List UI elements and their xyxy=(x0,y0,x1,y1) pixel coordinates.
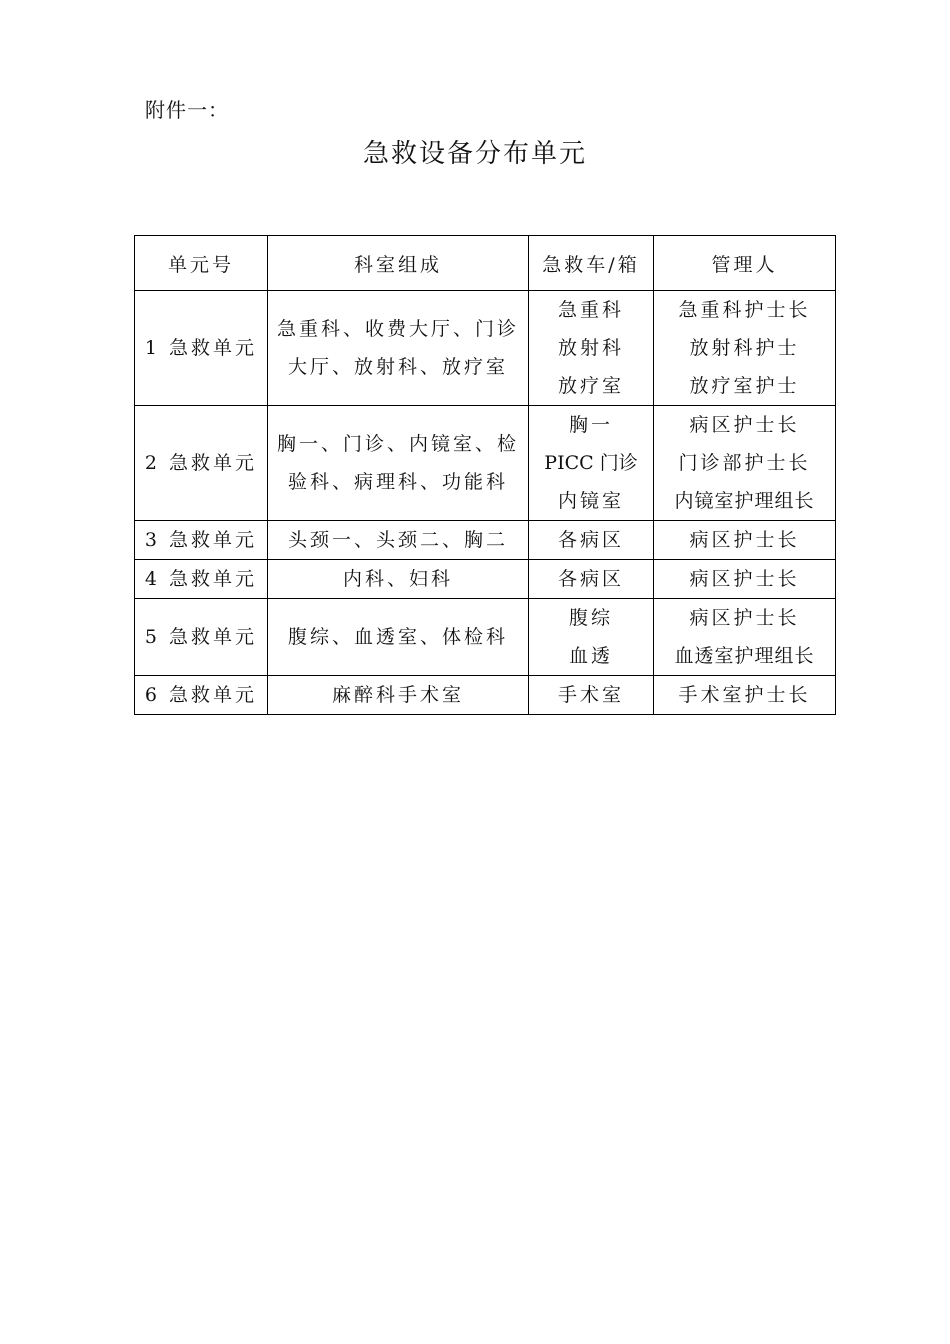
cart-location: 各病区 xyxy=(557,529,624,551)
header-manager: 管理人 xyxy=(654,236,836,291)
manager-name: 病区护士长 xyxy=(689,414,800,436)
manager-cell xyxy=(654,560,836,599)
unit-cell xyxy=(135,406,268,521)
table-row xyxy=(135,676,836,715)
manager-name: 血透室护理组长 xyxy=(674,645,815,667)
unit-number: 5 急救单元 xyxy=(144,626,258,648)
unit-number: 2 急救单元 xyxy=(144,452,258,474)
table-row xyxy=(135,599,836,676)
manager-cell xyxy=(654,291,836,406)
unit-number: 3 急救单元 xyxy=(144,529,258,551)
table-row xyxy=(135,521,836,560)
cart-cell xyxy=(529,599,654,676)
cart-location: 各病区 xyxy=(557,568,624,590)
manager-name: 放射科护士 xyxy=(689,337,800,359)
cart-location: 急重科 xyxy=(557,299,624,321)
departments-cell xyxy=(268,521,529,560)
document-title: 急救设备分布单元 xyxy=(362,139,587,169)
unit-number: 1 急救单元 xyxy=(144,337,258,359)
department-line: 验科、病理科、功能科 xyxy=(287,471,508,493)
cart-cell xyxy=(529,676,654,715)
manager-name: 手术室护士长 xyxy=(678,684,811,706)
unit-number: 4 急救单元 xyxy=(144,568,258,590)
department-line: 大厅、放射科、放疗室 xyxy=(287,356,508,378)
header-unit: 单元号 xyxy=(135,236,268,291)
manager-name: 病区护士长 xyxy=(689,529,800,551)
table-row xyxy=(135,560,836,599)
unit-cell xyxy=(135,560,268,599)
cart-location: 放疗室 xyxy=(557,375,624,397)
cart-location: 腹综 xyxy=(568,607,613,629)
cart-cell xyxy=(529,521,654,560)
table-header-row xyxy=(135,236,836,291)
departments-cell xyxy=(268,560,529,599)
cart-location: 血透 xyxy=(568,645,613,667)
table-row xyxy=(135,291,836,406)
unit-cell xyxy=(135,599,268,676)
manager-cell xyxy=(654,676,836,715)
unit-cell xyxy=(135,291,268,406)
department-line: 腹综、血透室、体检科 xyxy=(287,626,508,648)
cart-cell xyxy=(529,291,654,406)
departments-cell xyxy=(268,599,529,676)
header-cart: 急救车/箱 xyxy=(529,236,654,291)
cart-cell xyxy=(529,560,654,599)
manager-cell xyxy=(654,406,836,521)
cart-cell xyxy=(529,406,654,521)
manager-name: 门诊部护士长 xyxy=(678,452,811,474)
manager-name: 内镜室护理组长 xyxy=(674,490,815,512)
department-line: 急重科、收费大厅、门诊 xyxy=(276,318,519,340)
manager-name: 急重科护士长 xyxy=(678,299,811,321)
cart-location: 胸一 xyxy=(568,414,613,436)
manager-name: 放疗室护士 xyxy=(689,375,800,397)
cart-location: 手术室 xyxy=(557,684,624,706)
manager-name: 病区护士长 xyxy=(689,607,800,629)
department-line: 头颈一、头颈二、胸二 xyxy=(287,529,508,551)
attachment-label: 附件一： xyxy=(145,98,229,122)
departments-cell xyxy=(268,406,529,521)
department-line: 麻醉科手术室 xyxy=(331,684,464,706)
unit-number: 6 急救单元 xyxy=(144,684,258,706)
manager-cell xyxy=(654,599,836,676)
department-line: 胸一、门诊、内镜室、检 xyxy=(276,433,519,455)
unit-cell xyxy=(135,676,268,715)
manager-name: 病区护士长 xyxy=(689,568,800,590)
cart-location: 放射科 xyxy=(557,337,624,359)
unit-cell xyxy=(135,521,268,560)
cart-location: PICC 门诊 xyxy=(544,452,638,474)
emergency-unit-table xyxy=(134,235,836,715)
departments-cell xyxy=(268,676,529,715)
department-line: 内科、妇科 xyxy=(342,568,453,590)
departments-cell xyxy=(268,291,529,406)
header-departments: 科室组成 xyxy=(268,236,529,291)
cart-location: 内镜室 xyxy=(557,490,624,512)
manager-cell xyxy=(654,521,836,560)
table-row xyxy=(135,406,836,521)
